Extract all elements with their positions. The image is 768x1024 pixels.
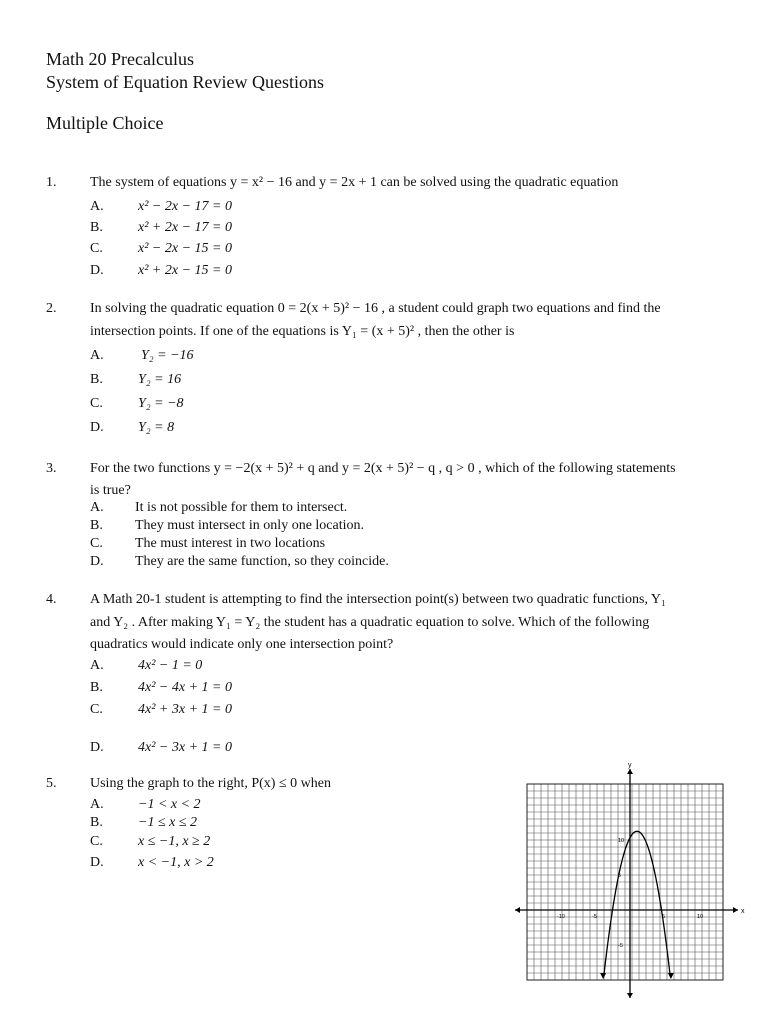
option-text: x ≤ −1, x ≥ 2 bbox=[138, 834, 211, 849]
option-letter: A. bbox=[90, 348, 104, 363]
y-axis-label: y bbox=[628, 762, 632, 769]
parabola-graph bbox=[510, 762, 750, 1018]
y-tick-label: 10 bbox=[618, 838, 625, 844]
x-tick-label: 5 bbox=[662, 914, 666, 920]
option-text: 4x² − 4x + 1 = 0 bbox=[138, 680, 232, 695]
option-text: x < −1, x > 2 bbox=[138, 855, 214, 870]
question-text: In solving the quadratic equation 0 = 2(x + 5)² − 16 , a student could graph two equations and find the bbox=[90, 301, 661, 316]
x-tick-label: 10 bbox=[697, 914, 704, 920]
question-number: 5. bbox=[46, 776, 57, 791]
x-tick-label: -5 bbox=[592, 914, 597, 920]
option-text: −1 < x < 2 bbox=[138, 797, 201, 812]
x-axis-label: x bbox=[741, 908, 745, 915]
y-tick-label: -5 bbox=[618, 943, 623, 949]
option-letter: A. bbox=[90, 199, 104, 214]
option-letter: B. bbox=[90, 815, 103, 830]
graph-axes bbox=[515, 762, 745, 998]
option-letter: C. bbox=[90, 396, 103, 411]
worksheet-subtitle: System of Equation Review Questions bbox=[46, 72, 324, 92]
question-number: 3. bbox=[46, 461, 57, 476]
option-text: x² + 2x − 15 = 0 bbox=[138, 263, 232, 278]
option-letter: B. bbox=[90, 518, 103, 533]
option-letter: C. bbox=[90, 536, 103, 551]
option-text: Y₂ = −8 bbox=[138, 396, 184, 411]
option-text: Y₂ = 16 bbox=[138, 372, 182, 387]
option-text: It is not possible for them to intersect. bbox=[135, 500, 348, 515]
course-title: Math 20 Precalculus bbox=[46, 49, 194, 69]
x-axis-arrow-left bbox=[515, 907, 520, 913]
option-letter: C. bbox=[90, 241, 103, 256]
option-text: 4x² + 3x + 1 = 0 bbox=[138, 702, 232, 717]
option-letter: B. bbox=[90, 680, 103, 695]
option-text: x² − 2x − 17 = 0 bbox=[138, 199, 232, 214]
y-tick-label: 5 bbox=[618, 873, 622, 879]
option-letter: D. bbox=[90, 554, 104, 569]
question-text: For the two functions y = −2(x + 5)² + q and y = 2(x + 5)² − q , q > 0 , which of the following statements bbox=[90, 461, 676, 476]
question-text: A Math 20-1 student is attempting to find the intersection point(s) between two quadratic functions, Y₁ bbox=[90, 592, 666, 607]
option-text: They must intersect in only one location. bbox=[135, 518, 365, 533]
graph-grid bbox=[527, 784, 723, 980]
option-text: −1 ≤ x ≤ 2 bbox=[138, 815, 198, 830]
option-text: x² − 2x − 15 = 0 bbox=[138, 241, 232, 256]
option-text: x² + 2x − 17 = 0 bbox=[138, 220, 232, 235]
option-letter: B. bbox=[90, 220, 103, 235]
y-axis-arrow-bottom bbox=[627, 993, 633, 998]
option-text: The must interest in two locations bbox=[135, 536, 326, 551]
question-text-line-2: intersection points. If one of the equations is Y₁ = (x + 5)² , then the other is bbox=[90, 324, 515, 339]
option-letter: D. bbox=[90, 740, 104, 755]
option-letter: D. bbox=[90, 855, 104, 870]
option-letter: A. bbox=[90, 797, 104, 812]
curve-arrow-right bbox=[668, 973, 674, 979]
option-letter: A. bbox=[90, 500, 104, 515]
option-letter: D. bbox=[90, 263, 104, 278]
question-number: 4. bbox=[46, 592, 57, 607]
question-text: The system of equations y = x² − 16 and y = 2x + 1 can be solved using the quadratic equation bbox=[90, 175, 619, 190]
question-number: 1. bbox=[46, 175, 57, 190]
question-text-line-2: and Y₂ . After making Y₁ = Y₂ the student has a quadratic equation to solve. Which of the following bbox=[90, 615, 650, 630]
curve-arrow-left bbox=[600, 973, 606, 979]
x-tick-label: -10 bbox=[557, 914, 565, 920]
question-text-line-2: is true? bbox=[90, 483, 131, 498]
x-axis-arrow-right bbox=[733, 907, 738, 913]
question-text-line-3: quadratics would indicate only one intersection point? bbox=[90, 637, 394, 652]
option-letter: C. bbox=[90, 702, 103, 717]
option-text: Y₂ = 8 bbox=[138, 420, 175, 435]
option-letter: D. bbox=[90, 420, 104, 435]
option-text: 4x² − 1 = 0 bbox=[138, 658, 203, 673]
option-letter: B. bbox=[90, 372, 103, 387]
question-text: Using the graph to the right, P(x) ≤ 0 when bbox=[90, 776, 331, 791]
option-letter: A. bbox=[90, 658, 104, 673]
section-heading: Multiple Choice bbox=[46, 113, 164, 133]
question-number: 2. bbox=[46, 301, 57, 316]
option-letter: C. bbox=[90, 834, 103, 849]
option-text: Y₂ = −16 bbox=[141, 348, 194, 363]
option-text: 4x² − 3x + 1 = 0 bbox=[138, 740, 232, 755]
y-axis-arrow-top bbox=[627, 769, 633, 774]
option-text: They are the same function, so they coincide. bbox=[135, 554, 389, 569]
